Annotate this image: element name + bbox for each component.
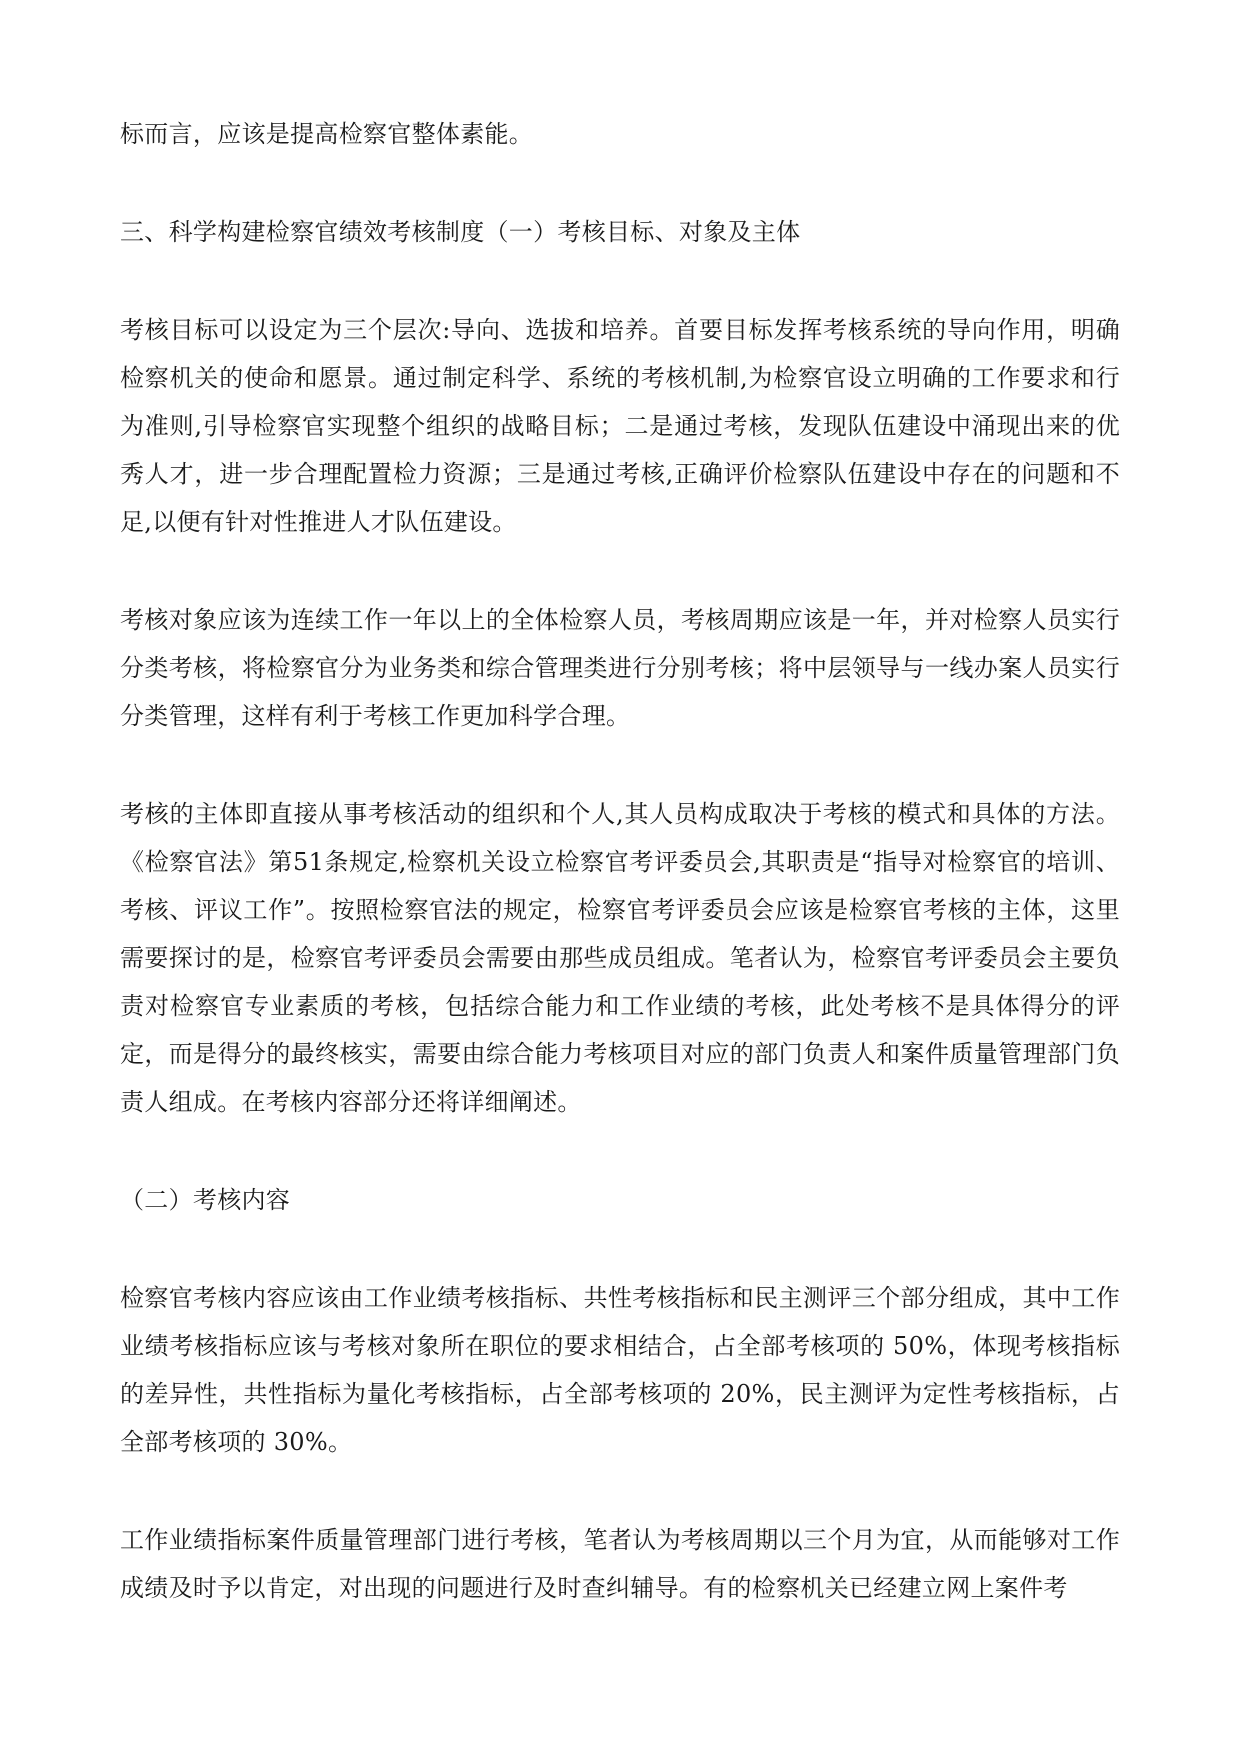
subsection-heading: （二）考核内容 xyxy=(120,1186,291,1214)
paragraph-assessment-goals: 考核目标可以设定为三个层次:导向、选拔和培养。首要目标发挥考核系统的导向作用，明确检察机关的使命和愿景。通过制定科学、系统的考核机制,为检察官设立明确的工作要求和行为准则,引导检察官实现整个组织的战略目标；二是通过考核，发现队伍建设中涌现出来的优秀人才，进一步合理配置检力资源；三是通过考核,正确评价检察队伍建设中存在的问题和不足,以便有针对性推进人才队伍建设。 xyxy=(120,316,1120,536)
paragraph-assessment-subjects: 考核的主体即直接从事考核活动的组织和个人,其人员构成取决于考核的模式和具体的方法。《检察官法》第51条规定,检察机关设立检察官考评委员会,其职责是“指导对检察官的培训、考核、评议工作”。按照检察官法的规定，检察官考评委员会应该是检察官考核的主体，这里需要探讨的是，检察官考评委员会需要由那些成员组成。笔者认为，检察官考评委员会主要负责对检察官专业素质的考核，包括综合能力和工作业绩的考核，此处考核不是具体得分的评定，而是得分的最终核实，需要由综合能力考核项目对应的部门负责人和案件质量管理部门负责人组成。在考核内容部分还将详细阐述。 xyxy=(120,800,1120,1116)
document-body xyxy=(120,110,1120,1662)
paragraph-assessment-targets: 考核对象应该为连续工作一年以上的全体检察人员，考核周期应该是一年，并对检察人员实行分类考核，将检察官分为业务类和综合管理类进行分别考核；将中层领导与一线办案人员实行分类管理，这样有利于考核工作更加科学合理。 xyxy=(120,606,1120,730)
paragraph-continuation: 标而言，应该是提高检察官整体素能。 xyxy=(120,120,534,148)
paragraph-assessment-content: 检察官考核内容应该由工作业绩考核指标、共性考核指标和民主测评三个部分组成，其中工作业绩考核指标应该与考核对象所在职位的要求相结合，占全部考核项的 50%，体现考核指标的差异性，共性指标为量化考核指标，占全部考核项的 20%，民主测评为定性考核指标，占全部考核项的 30%。 xyxy=(120,1284,1120,1456)
section-heading: 三、科学构建检察官绩效考核制度（一）考核目标、对象及主体 xyxy=(120,218,801,246)
paragraph-performance-indicators: 工作业绩指标案件质量管理部门进行考核，笔者认为考核周期以三个月为宜，从而能够对工作成绩及时予以肯定，对出现的问题进行及时查纠辅导。有的检察机关已经建立网上案件考 xyxy=(120,1526,1120,1602)
